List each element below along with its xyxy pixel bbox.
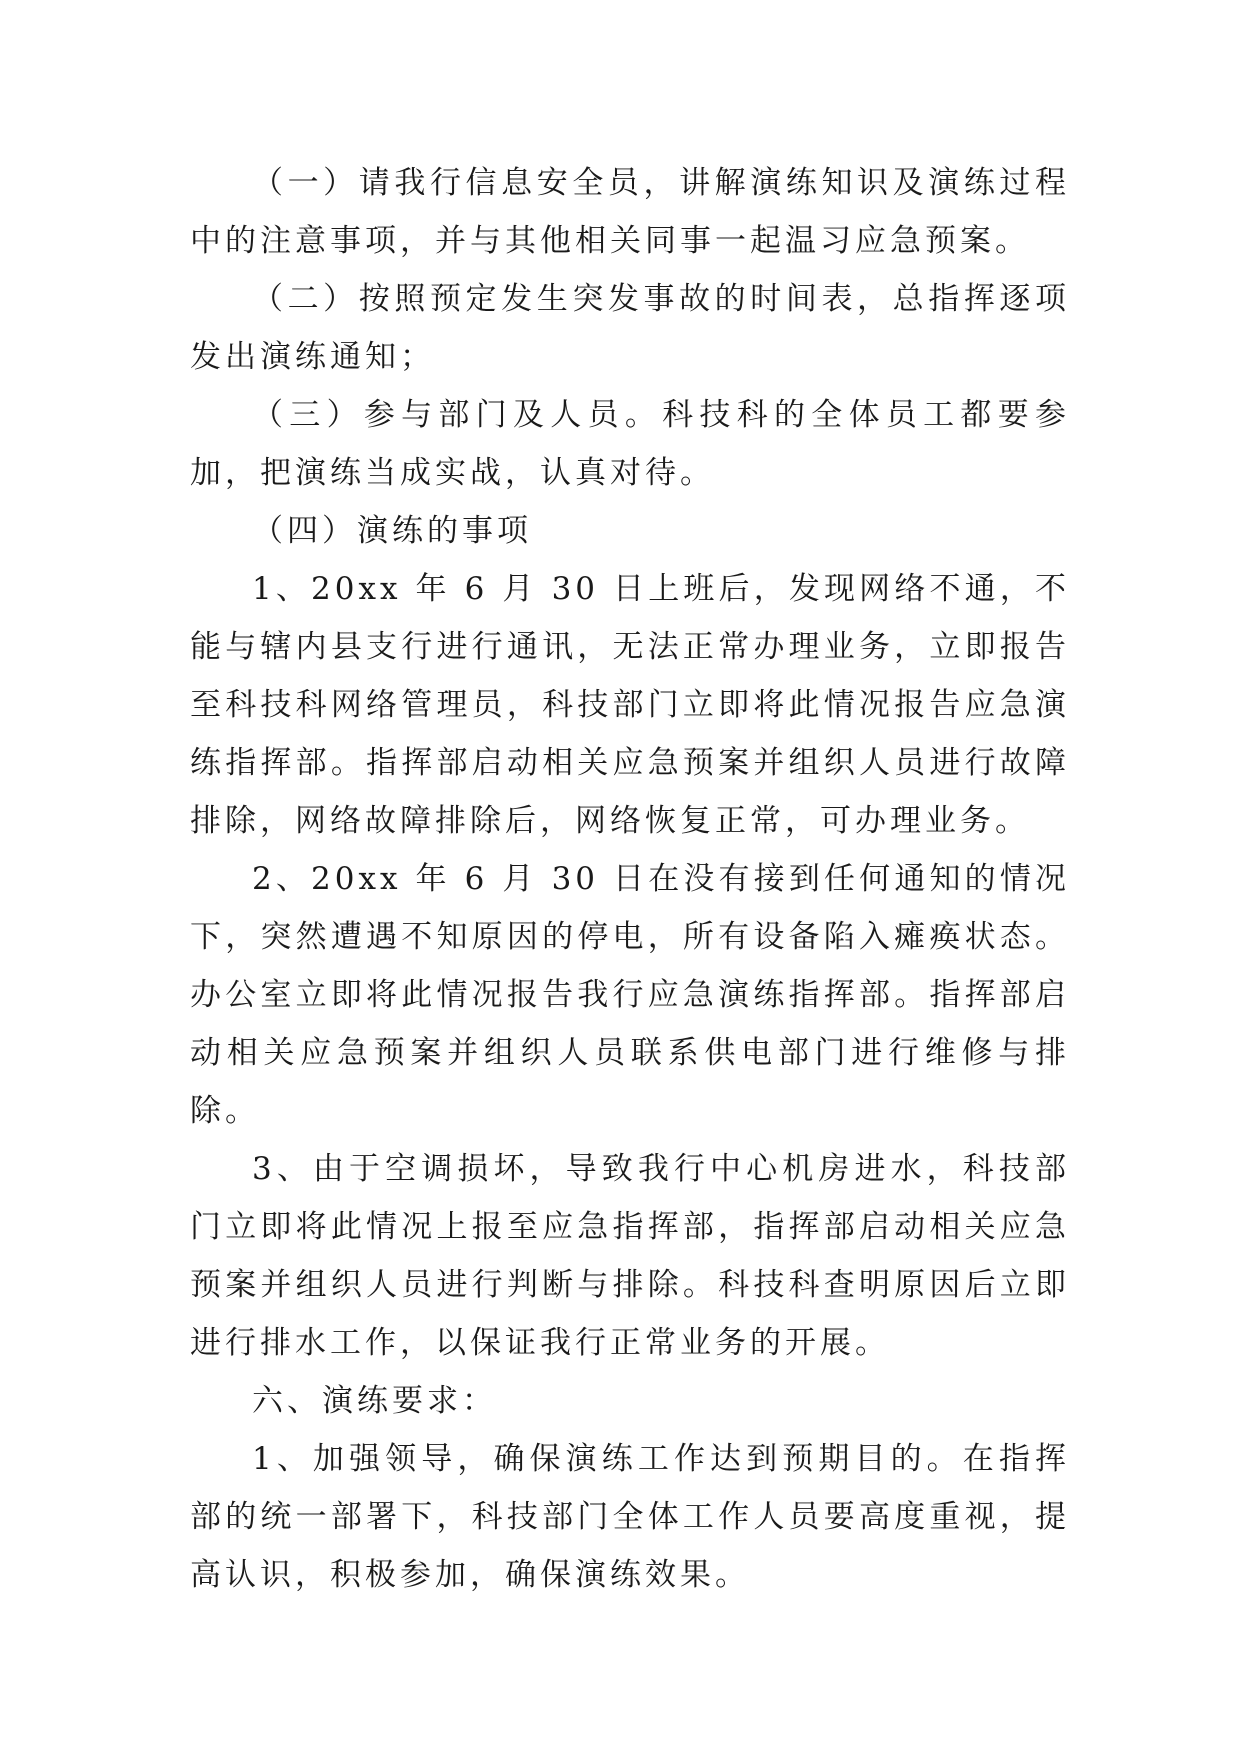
paragraph-heading-requirements: 六、演练要求： — [252, 1383, 497, 1419]
paragraph-heading-items: （四）演练的事项 — [252, 513, 532, 549]
paragraph-prep-3: （三）参与部门及人员。科技科的全体员工都要参加，把演练当成实战，认真对待。 — [190, 397, 1070, 491]
paragraph-prep-2: （二）按照预定发生突发事故的时间表，总指挥逐项发出演练通知； — [190, 281, 1070, 375]
document-body — [190, 154, 1070, 1604]
paragraph-prep-1: （一）请我行信息安全员，讲解演练知识及演练过程中的注意事项，并与其他相关同事一起温习应急预案。 — [190, 165, 1070, 259]
paragraph-item-1: 1、20xx 年 6 月 30 日上班后，发现网络不通，不能与辖内县支行进行通讯，无法正常办理业务，立即报告至科技科网络管理员，科技部门立即将此情况报告应急演练指挥部。指挥部启动相关应急预案并组织人员进行故障排除，网络故障排除后，网络恢复正常，可办理业务。 — [190, 571, 1070, 839]
paragraph-item-3: 3、由于空调损坏，导致我行中心机房进水，科技部门立即将此情况上报至应急指挥部，指挥部启动相关应急预案并组织人员进行判断与排除。科技科查明原因后立即进行排水工作，以保证我行正常业务的开展。 — [190, 1151, 1070, 1361]
paragraph-requirement-1: 1、加强领导，确保演练工作达到预期目的。在指挥部的统一部署下，科技部门全体工作人员要高度重视，提高认识，积极参加，确保演练效果。 — [190, 1441, 1070, 1593]
paragraph-item-2: 2、20xx 年 6 月 30 日在没有接到任何通知的情况下，突然遭遇不知原因的停电，所有设备陷入瘫痪状态。办公室立即将此情况报告我行应急演练指挥部。指挥部启动相关应急预案并组织人员联系供电部门进行维修与排除。 — [190, 861, 1070, 1129]
